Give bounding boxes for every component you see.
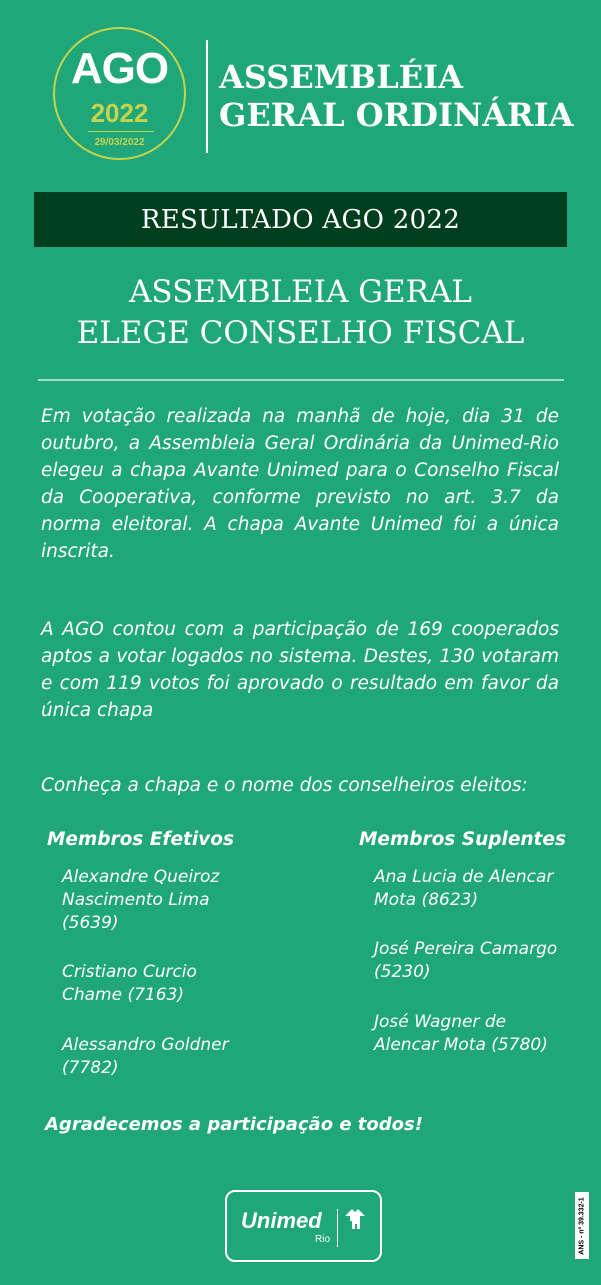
efetivo-member: Alexandre Queiroz Nascimento Lima (5639): [62, 867, 220, 933]
badge-year-text: 2022: [90, 98, 149, 128]
suplente-member: José Wagner de Alencar Mota (5780): [374, 1012, 548, 1055]
headline: [0, 272, 601, 354]
paragraph-intro-members: Conheça a chapa e o nome dos conselheiros eleitos:: [41, 775, 528, 796]
efetivos-heading: Membros Efetivos: [47, 829, 234, 850]
badge-date-text: 29/03/2022: [94, 137, 145, 148]
suplente-member: José Pereira Camargo (5230): [374, 939, 558, 982]
unimed-rio-logo: [225, 1190, 382, 1262]
result-bar: [34, 192, 567, 247]
headline-line1: ASSEMBLEIA GERAL: [129, 274, 472, 310]
header-divider: [206, 40, 208, 153]
unimed-tree-icon: [342, 1208, 368, 1230]
suplentes-heading: Membros Suplentes: [359, 829, 566, 850]
section-divider: [38, 379, 564, 381]
ago-badge: [53, 27, 186, 160]
header-title-line1: ASSEMBLÉIA: [219, 58, 463, 96]
suplente-member: Ana Lucia de Alencar Mota (8623): [374, 867, 554, 910]
ans-registration-badge: [575, 1192, 589, 1259]
header-title-line2: GERAL ORDINÁRIA: [219, 96, 574, 134]
headline-line2: ELEGE CONSELHO FISCAL: [76, 315, 525, 351]
ans-registration-text: ANS - nº 39.332-1: [578, 1196, 586, 1255]
result-bar-text: RESULTADO AGO 2022: [140, 204, 461, 235]
logo-separator: [337, 1209, 338, 1247]
badge-divider: [88, 131, 154, 132]
efetivo-member: Alessandro Goldner (7782): [62, 1035, 229, 1078]
logo-name: Unimed: [241, 1208, 322, 1233]
logo-city: Rio: [315, 1234, 331, 1245]
efetivo-member: Cristiano Curcio Chame (7163): [62, 962, 197, 1005]
badge-ago-text: AGO: [70, 44, 169, 93]
thanks-message: Agradecemos a participação e todos!: [45, 1114, 423, 1135]
paragraph-election: Em votação realizada na manhã de hoje, dia 31 de outubro, a Assembleia Geral Ordinária da Unimed-Rio elegeu a chapa Avante Unimed para o Conselho Fiscal da Cooperativa, conforme previsto no art. 3.7 da norma eleitoral. A chapa Avante Unimed foi a única inscrita.: [41, 406, 559, 562]
header-title: [219, 58, 573, 134]
paragraph-participation: A AGO contou com a participação de 169 cooperados aptos a votar logados no sistema. Destes, 130 votaram e com 119 votos foi aprovado o resultado em favor da única chapa: [41, 619, 559, 721]
